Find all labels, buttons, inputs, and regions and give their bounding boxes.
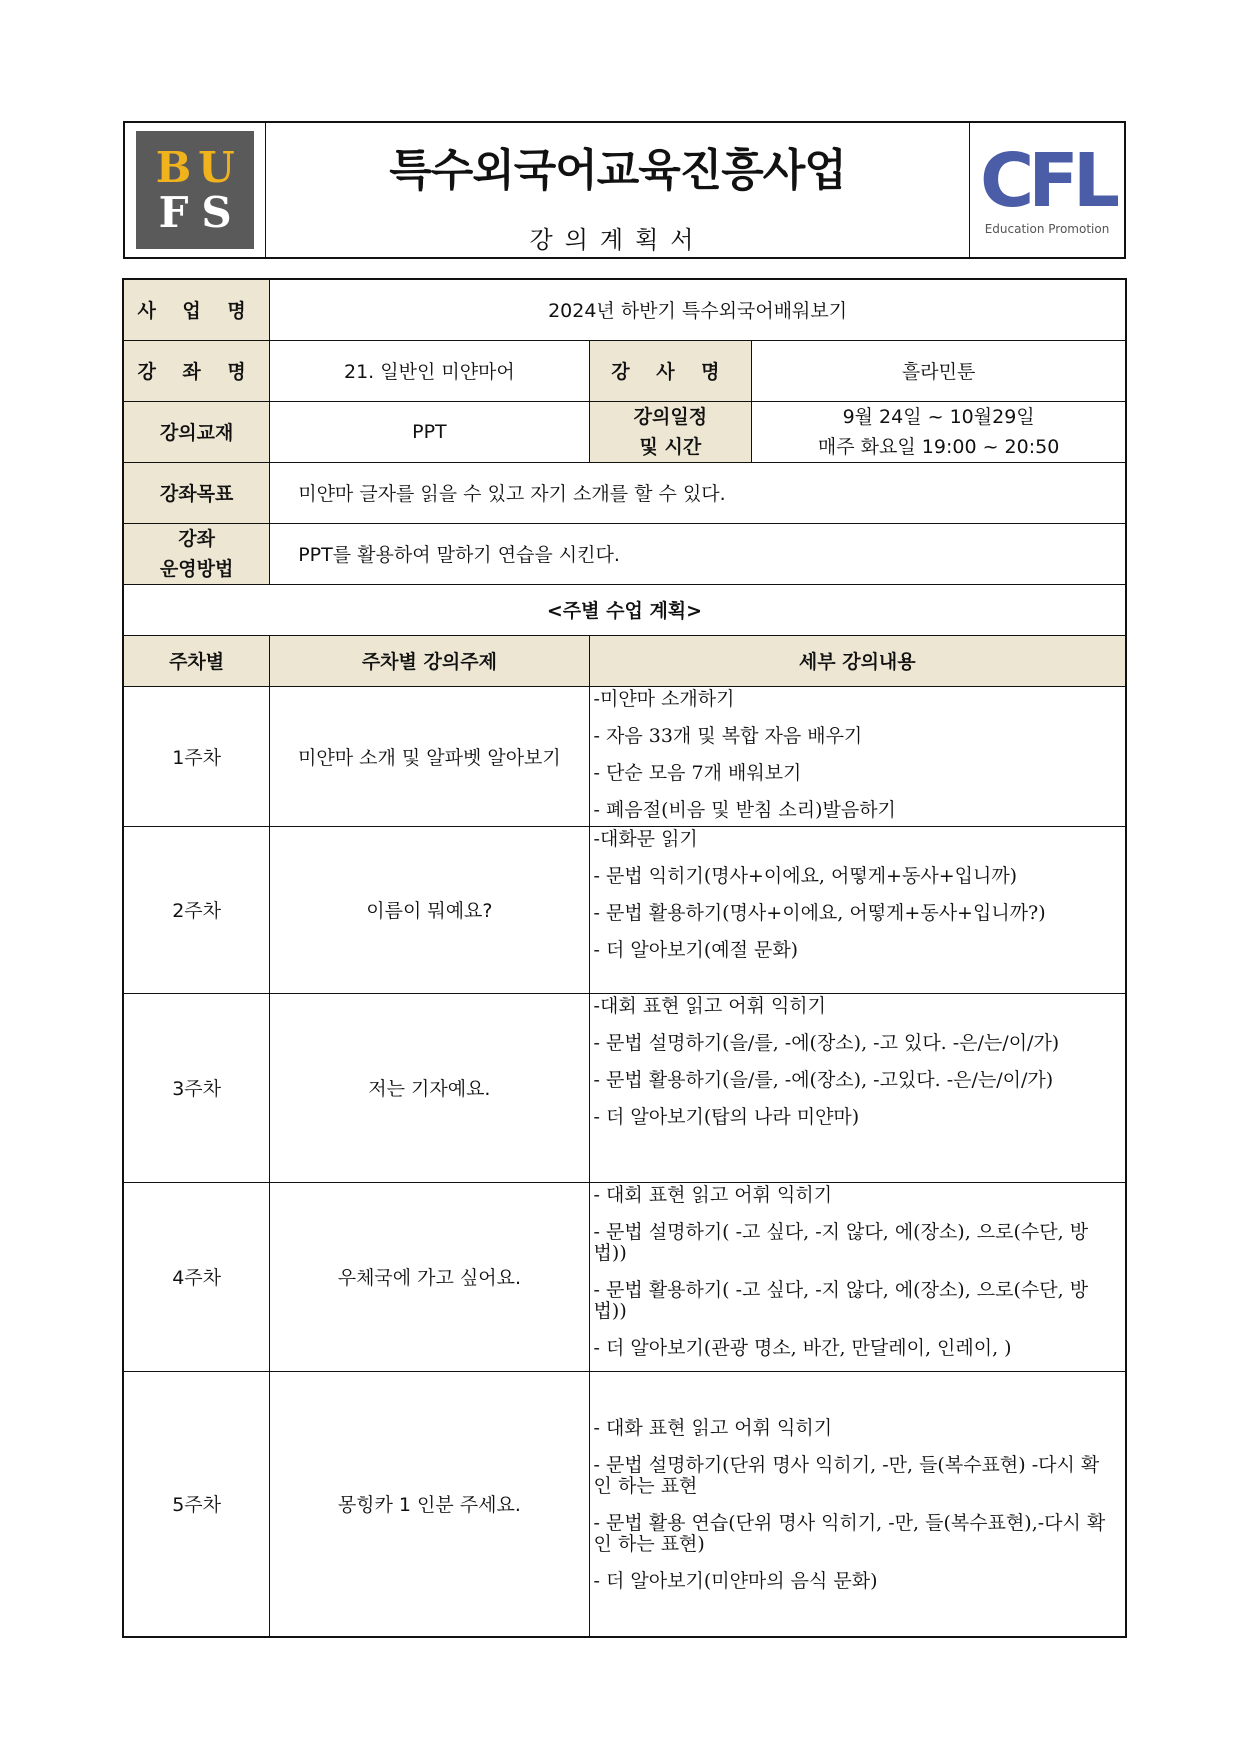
title-cell (266, 122, 970, 258)
project-value: 2024년 하반기 특수외국어배워보기 (270, 279, 1126, 340)
detail-item: -대회 표현 읽고 어휘 익히기 (593, 994, 827, 1017)
col-detail-header: 세부 강의내용 (589, 635, 1126, 686)
week-details (589, 1371, 1126, 1637)
row-plan-header (123, 635, 1126, 686)
row-method (123, 523, 1126, 584)
detail-item: - 대화 표현 읽고 어휘 익히기 (593, 1416, 833, 1439)
row-goal (123, 462, 1126, 523)
detail-item: - 문법 설명하기(을/를, -에(장소), -고 있다. -은/는/이/가) (593, 1031, 1060, 1054)
row-textbook (123, 401, 1126, 462)
method-value: PPT를 활용하여 말하기 연습을 시킨다. (270, 523, 1126, 584)
detail-item: - 문법 활용하기(을/를, -에(장소), -고있다. -은/는/이/가) (593, 1068, 1054, 1091)
project-label: 사 업 명 (123, 279, 270, 340)
week-label: 5주차 (123, 1371, 270, 1637)
week-details (589, 826, 1126, 993)
row-plan-title (123, 584, 1126, 635)
detail-item: - 더 알아보기(미얀마의 음식 문화) (593, 1569, 878, 1592)
week-topic: 미얀마 소개 및 알파벳 알아보기 (270, 686, 589, 826)
page-subtitle: 강의계획서 (529, 225, 706, 254)
cfl-logo-cell (970, 122, 1126, 258)
row-project (123, 279, 1126, 340)
detail-item: - 단순 모음 7개 배워보기 (593, 761, 802, 784)
week-row (123, 1182, 1126, 1371)
cfl-logo: CFL (979, 138, 1114, 224)
col-week-header: 주차별 (123, 635, 270, 686)
week-row (123, 1371, 1126, 1637)
textbook-label: 강의교재 (123, 401, 270, 462)
detail-item: - 자음 33개 및 복합 자음 배우기 (593, 724, 863, 747)
detail-item: - 문법 익히기(명사+이에요, 어떻게+동사+입니까) (593, 864, 1018, 887)
week-label: 3주차 (123, 993, 270, 1182)
bufs-logo-cell (124, 122, 266, 258)
detail-item: - 더 알아보기(예절 문화) (593, 938, 799, 961)
detail-item: - 문법 설명하기( -고 싶다, -지 않다, 에(장소), 으로(수단, 방법)) (593, 1220, 1089, 1264)
goal-value: 미얀마 글자를 읽을 수 있고 자기 소개를 할 수 있다. (270, 462, 1126, 523)
schedule-value: 9월 24일 ~ 10월29일 매주 화요일 19:00 ~ 20:50 (752, 401, 1126, 462)
week-row (123, 686, 1126, 826)
week-details (589, 993, 1126, 1182)
detail-item: - 더 알아보기(관광 명소, 바간, 만달레이, 인레이, ) (593, 1336, 1012, 1359)
week-details (589, 1182, 1126, 1371)
detail-item: - 문법 활용하기( -고 싶다, -지 않다, 에(장소), 으로(수단, 방법)) (593, 1278, 1089, 1322)
week-label: 4주차 (123, 1182, 270, 1371)
detail-item: - 문법 활용 연습(단위 명사 익히기, -만, 들(복수표현),-다시 확인 하는 표현) (593, 1511, 1106, 1555)
method-label: 강좌 운영방법 (123, 523, 270, 584)
week-label: 2주차 (123, 826, 270, 993)
plan-title: <주별 수업 계획> (123, 584, 1126, 635)
course-value: 21. 일반인 미얀마어 (270, 340, 589, 401)
row-course (123, 340, 1126, 401)
textbook-value: PPT (270, 401, 589, 462)
detail-item: - 문법 설명하기(단위 명사 익히기, -만, 들(복수표현) -다시 확인 하는 표현 (593, 1453, 1100, 1497)
detail-item: - 더 알아보기(탑의 나라 미얀마) (593, 1105, 860, 1128)
detail-item: -미얀마 소개하기 (593, 687, 735, 710)
instructor-value: 흘라민툰 (752, 340, 1126, 401)
week-row (123, 826, 1126, 993)
week-topic: 이름이 뭐예요? (270, 826, 589, 993)
cfl-logo-caption: Education Promotion (984, 222, 1110, 236)
page-title: 특수외국어교육진흥사업 (389, 144, 846, 196)
week-details (589, 686, 1126, 826)
detail-item: - 폐음절(비음 및 받침 소리)발음하기 (593, 798, 896, 821)
course-label: 강 좌 명 (123, 340, 270, 401)
week-row (123, 993, 1126, 1182)
week-topic: 우체국에 가고 싶어요. (270, 1182, 589, 1371)
week-topic: 저는 기자예요. (270, 993, 589, 1182)
bufs-logo: B U F S (136, 131, 254, 249)
col-topic-header: 주차별 강의주제 (270, 635, 589, 686)
detail-item: - 대회 표현 읽고 어휘 익히기 (593, 1183, 833, 1206)
week-label: 1주차 (123, 686, 270, 826)
detail-item: - 문법 활용하기(명사+이에요, 어떻게+동사+입니까?) (593, 901, 1046, 924)
week-topic: 몽힝카 1 인분 주세요. (270, 1371, 589, 1637)
goal-label: 강좌목표 (123, 462, 270, 523)
schedule-label: 강의일정 및 시간 (589, 401, 752, 462)
document-header (123, 121, 1126, 259)
lecture-plan-table (122, 278, 1127, 1638)
detail-item: -대화문 읽기 (593, 827, 698, 850)
instructor-label: 강 사 명 (589, 340, 752, 401)
